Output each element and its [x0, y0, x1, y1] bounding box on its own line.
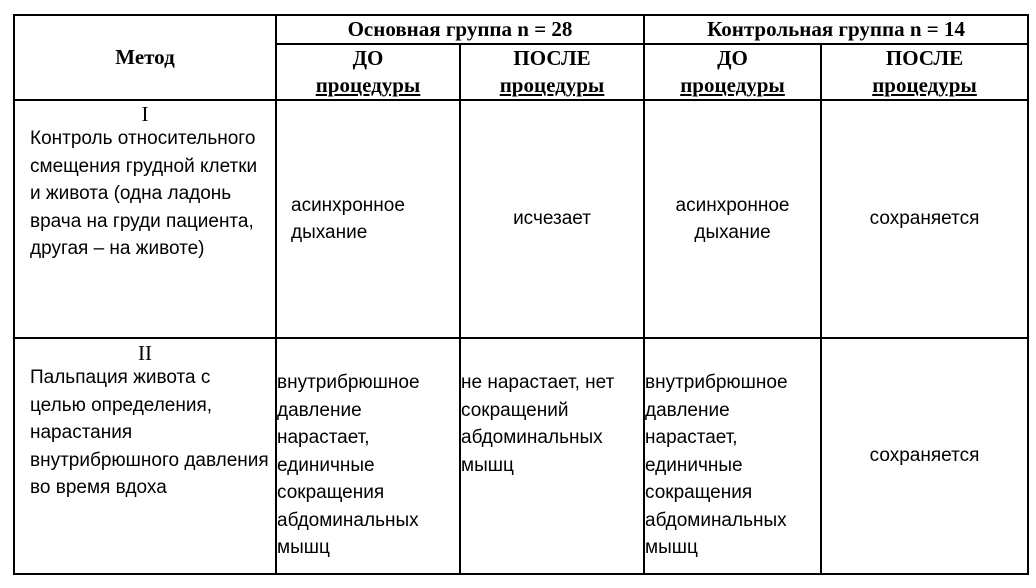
- header-row-groups: [14, 15, 1028, 44]
- row-2-control-after-text: сохраняется: [869, 445, 980, 467]
- header-main-before-line1: ДО: [352, 46, 384, 70]
- row-2-main-after-text: не нарастает, нет сокращений абдоминальных мышц: [461, 372, 615, 476]
- row-1-main-before: [276, 100, 460, 338]
- header-main-before-line2: процедуры: [315, 73, 421, 97]
- header-group-control: [644, 15, 1028, 44]
- row-2-main-before-text: внутрибрюшное давление нарастает, единичные сокращения абдоминальных мышц: [277, 372, 420, 558]
- header-control-before-line2: процедуры: [680, 73, 785, 97]
- row-1-control-after: [821, 100, 1028, 338]
- row-2-control-before: [644, 338, 821, 574]
- results-table: [13, 14, 1029, 575]
- row-1-control-before-text: асинхронное дыхание: [675, 194, 790, 243]
- row-1-method: [14, 100, 276, 338]
- table-row: [14, 338, 1028, 574]
- row-2-method: [14, 338, 276, 574]
- header-main-before: [276, 44, 460, 100]
- row-2-method-text: Пальпация живота с целью определения, нарастания внутрибрюшного давления во время вдоха: [30, 367, 269, 498]
- row-1-control-before: [644, 100, 821, 338]
- row-1-number: I: [141, 102, 149, 126]
- header-method: [14, 15, 276, 100]
- header-main-after-line2: процедуры: [499, 73, 605, 97]
- row-1-main-after-text: исчезает: [513, 208, 591, 230]
- row-1-main-before-text: асинхронное дыхание: [291, 194, 405, 243]
- header-main-after: [460, 44, 644, 100]
- header-control-before: [644, 44, 821, 100]
- row-2-number: II: [138, 341, 152, 365]
- row-1-control-after-text: сохраняется: [869, 208, 980, 230]
- header-control-after: [821, 44, 1028, 100]
- header-group-control-label: Контрольная группа n = 14: [707, 17, 965, 41]
- row-1-main-after: [460, 100, 644, 338]
- header-control-after-line1: ПОСЛЕ: [885, 46, 964, 70]
- row-2-main-before: [276, 338, 460, 574]
- header-group-main-label: Основная группа n = 28: [347, 17, 573, 41]
- row-1-method-text: Контроль относительного смещения грудной клетки и живота (одна ладонь врача на груди пациента, другая – на животе): [30, 128, 258, 259]
- header-control-before-line1: ДО: [717, 46, 748, 70]
- header-main-after-line1: ПОСЛЕ: [513, 46, 591, 70]
- row-2-main-after: [460, 338, 644, 574]
- row-2-control-before-text: внутрибрюшное давление нарастает, единичные сокращения абдоминальных мышц: [645, 372, 788, 558]
- header-control-after-line2: процедуры: [872, 73, 977, 97]
- table-row: [14, 100, 1028, 338]
- row-2-control-after: [821, 338, 1028, 574]
- header-group-main: [276, 15, 644, 44]
- header-method-label: Метод: [115, 45, 175, 69]
